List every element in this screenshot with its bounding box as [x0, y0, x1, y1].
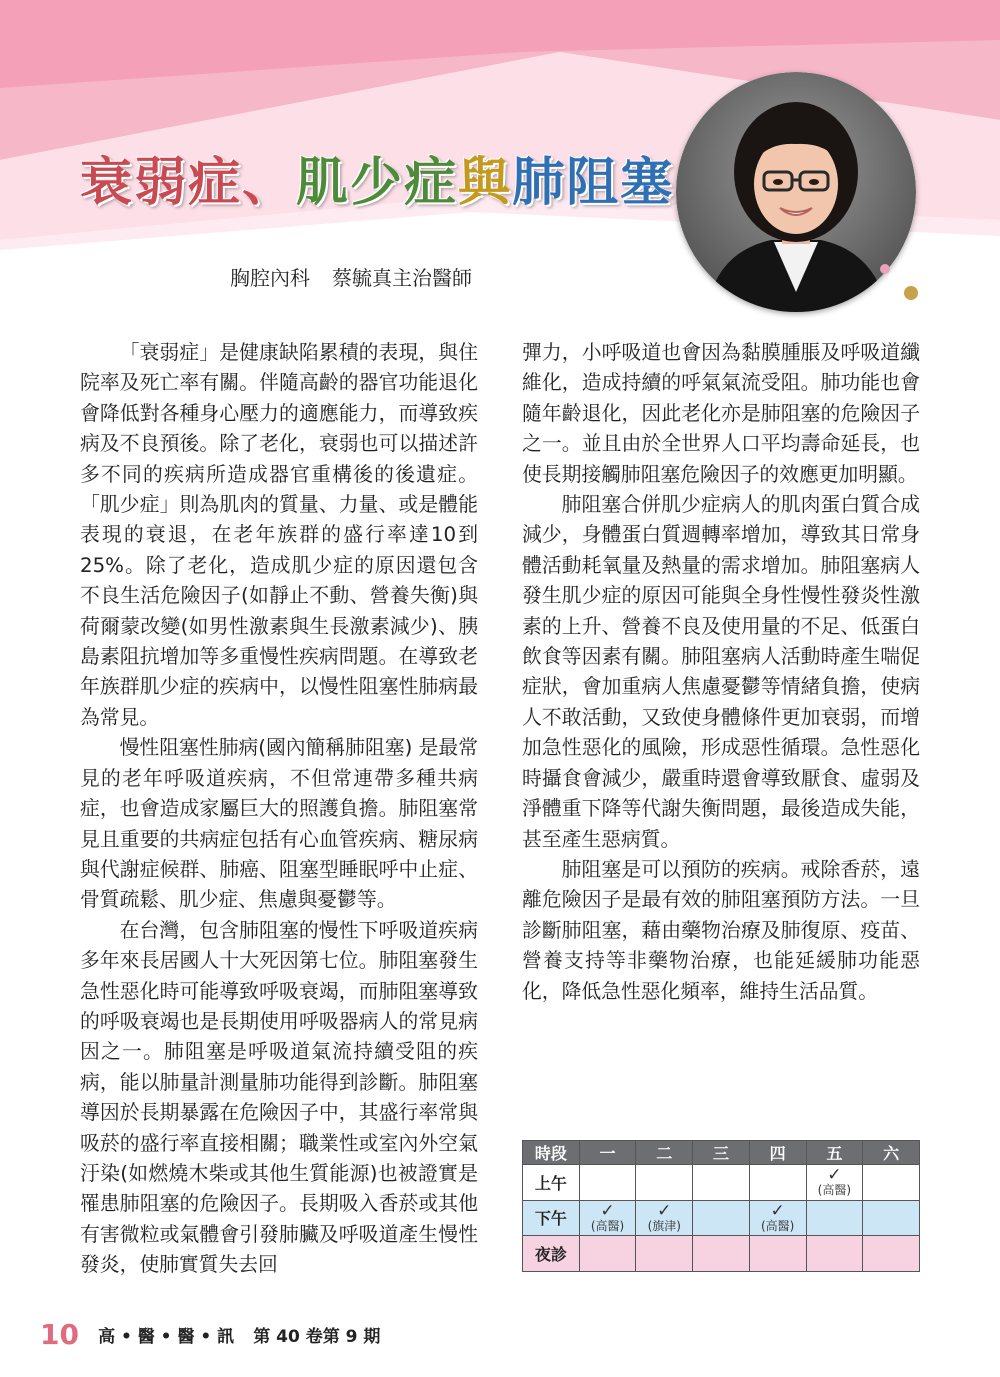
- title-separator: 、: [242, 153, 297, 213]
- schedule-cell: [806, 1165, 863, 1201]
- schedule-cell: [806, 1200, 863, 1236]
- schedule-cell: [636, 1236, 693, 1272]
- session-label: 下午: [523, 1200, 580, 1236]
- check-icon: ✓: [600, 1200, 615, 1221]
- title-part-frailty: 衰弱症: [80, 153, 243, 213]
- schedule-cell: [636, 1200, 693, 1236]
- day-header: 一: [579, 1141, 636, 1165]
- check-icon: ✓: [770, 1200, 785, 1221]
- schedule-cell: [693, 1236, 750, 1272]
- department-label: 胸腔內科: [230, 266, 310, 290]
- check-icon: ✓: [657, 1200, 672, 1221]
- article-column-left: [80, 338, 478, 1281]
- paragraph-continuation: 彈力，小呼吸道也會因為黏膜腫脹及呼吸道纖維化，造成持續的呼氣氣流受阻。肺功能也會隨年齡退化，因此老化亦是肺阻塞的危險因子之一。並且由於全世界人口平均壽命延長，也使長期接觸肺阻塞危險因子的效應更加明顯。: [522, 341, 920, 486]
- author-name: 蔡毓真主治醫師: [332, 266, 472, 290]
- schedule-cell: [806, 1236, 863, 1272]
- schedule-row-afternoon: [523, 1200, 920, 1236]
- paragraph: 肺阻塞是可以預防的疾病。戒除香菸，遠離危險因子是最有效的肺阻塞預防方法。一旦診斷肺阻塞，藉由藥物治療及肺復原、疫苗、營養支持等非藥物治療，也能延緩肺功能惡化，降低急性惡化頻率，維持生活品質。: [522, 857, 920, 1003]
- paragraph: 肺阻塞合併肌少症病人的肌肉蛋白質合成減少，身體蛋白質週轉率增加，導致其日常身體活動耗氧量及熱量的需求增加。肺阻塞病人發生肌少症的原因可能與全身性慢性發炎性激素的上升、營養不良及使用量的不足、低蛋白飲食等因素有關。肺阻塞病人活動時產生喘促症狀，會加重病人焦慮憂鬱等情緒負擔，使病人不敢活動，又致使身體條件更加衰弱，而增加急性惡化的風險，形成惡性循環。急性惡化時攝食會減少，嚴重時還會導致厭食、虛弱及淨體重下降等代謝失衡問題，最後造成失能，甚至產生惡病質。: [522, 493, 920, 851]
- schedule-cell: [863, 1236, 920, 1272]
- session-label: 夜診: [523, 1236, 580, 1272]
- schedule-cell: [579, 1236, 636, 1272]
- schedule-cell: [693, 1200, 750, 1236]
- paragraph: 「衰弱症」是健康缺陷累積的表現，與住院率及死亡率有關。伴隨高齡的器官功能退化會降低對各種身心壓力的適應能力，而導致疾病及不良預後。除了老化，衰弱也可以描述許多不同的疾病所造成器官重構後的後遺症。「肌少症」則為肌肉的質量、力量、或是體能表現的衰退，在老年族群的盛行率達10到25%。除了老化，造成肌少症的原因還包含不良生活危險因子(如靜止不動、營養失衡)與荷爾蒙改變(如男性激素與生長激素減少)、胰島素阻抗增加等多重慢性疾病問題。在導致老年族群肌少症的疾病中，以慢性阻塞性肺病最為常見。: [80, 341, 478, 729]
- schedule-cell: [636, 1165, 693, 1201]
- day-header: 六: [863, 1141, 920, 1165]
- schedule-header-row: [523, 1141, 920, 1165]
- schedule-cell: [863, 1165, 920, 1201]
- schedule-cell: [863, 1200, 920, 1236]
- author-byline: [230, 262, 494, 291]
- schedule-cell: [749, 1200, 806, 1236]
- schedule-cell: [749, 1236, 806, 1272]
- clinic-location: (高醫): [760, 1218, 795, 1233]
- page-footer: [40, 1318, 380, 1351]
- paragraph: 在台灣，包含肺阻塞的慢性下呼吸道疾病多年來長居國人十大死因第七位。肺阻塞發生急性惡化時可能導致呼吸衰竭，而肺阻塞導致的呼吸衰竭也是長期使用呼吸器病人的常見病因之一。肺阻塞是呼吸道氣流持續受阻的疾病，能以肺量計測量肺功能得到診斷。肺阻塞導因於長期暴露在危險因子中，其盛行率常與吸菸的盛行率直接相關；職業性或室內外空氣汙染(如燃燒木柴或其他生質能源)也被證實是罹患肺阻塞的危險因子。長期吸入香菸或其他有害微粒或氣體會引發肺臟及呼吸道產生慢性發炎，使肺實質失去回: [80, 918, 478, 1277]
- clinic-location: (高醫): [590, 1218, 625, 1233]
- issue-number: 第 40 卷第 9 期: [253, 1327, 381, 1347]
- day-header: 五: [806, 1141, 863, 1165]
- day-header: 二: [636, 1141, 693, 1165]
- schedule-cell: [693, 1165, 750, 1201]
- title-part-sarcopenia: 肌少症: [296, 153, 459, 213]
- magazine-name: 高 • 醫 • 醫 • 訊: [98, 1327, 235, 1347]
- clinic-location: (旗津): [647, 1218, 681, 1233]
- schedule-cell: [579, 1200, 636, 1236]
- paragraph: 慢性阻塞性肺病(國內簡稱肺阻塞) 是最常見的老年呼吸道疾病，不但常連帶多種共病症，也會造成家屬巨大的照護負擔。肺阻塞常見且重要的共病症包括有心血管疾病、糖尿病與代謝症候群、肺癌、阻塞型睡眠呼中止症、骨質疏鬆、肌少症、焦慮與憂鬱等。: [80, 736, 478, 912]
- schedule-corner-label: 時段: [523, 1141, 580, 1165]
- title-part-and: 與: [458, 153, 513, 213]
- schedule-row-evening: [523, 1236, 920, 1272]
- article-column-right: [522, 338, 920, 1007]
- clinic-location: (高醫): [817, 1183, 852, 1198]
- decor-dot-gold: [904, 286, 918, 300]
- day-header: 四: [749, 1141, 806, 1165]
- decor-dot-pink: [880, 264, 890, 274]
- clinic-schedule-table: [522, 1140, 920, 1272]
- schedule-cell: [579, 1165, 636, 1201]
- author-portrait: [676, 72, 916, 312]
- day-header: 三: [693, 1141, 750, 1165]
- page-number: 10: [40, 1318, 79, 1351]
- article-title: [80, 140, 674, 215]
- portrait-illustration: [676, 72, 916, 312]
- title-part-copd: 肺阻塞: [512, 153, 675, 213]
- schedule-row-morning: [523, 1165, 920, 1201]
- schedule-cell: [749, 1165, 806, 1201]
- session-label: 上午: [523, 1165, 580, 1201]
- check-icon: ✓: [827, 1165, 842, 1186]
